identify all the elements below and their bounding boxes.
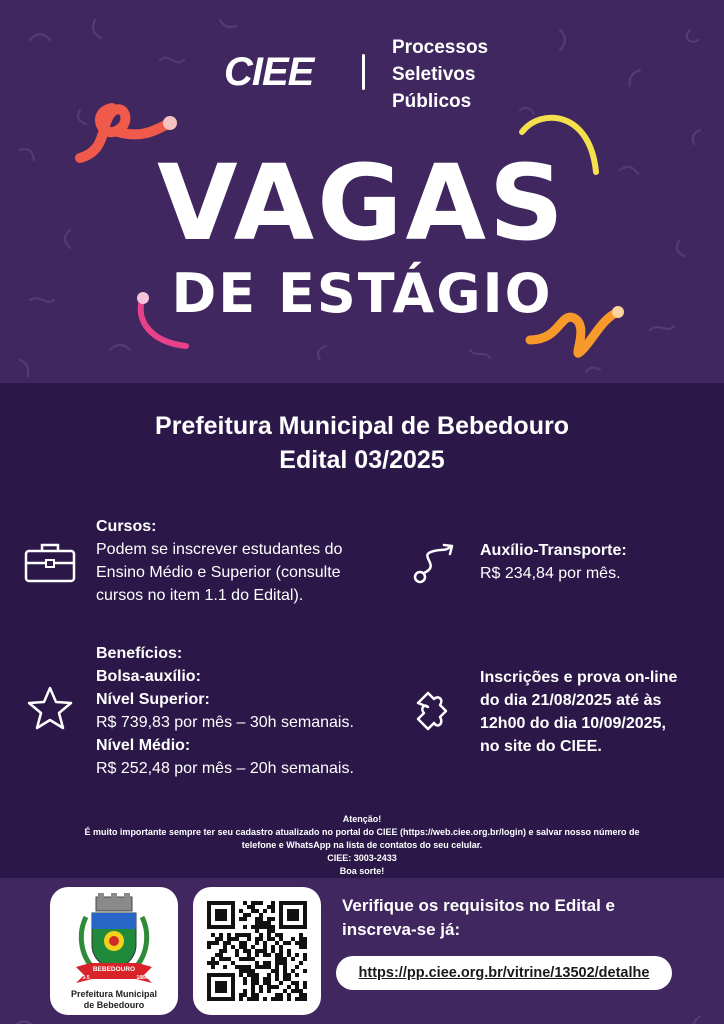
crest-right-text: 1884 [136,975,148,981]
crest-banner-text: BEBEDOURO [92,966,136,973]
transporte-block [480,539,700,585]
logo-row [0,34,724,114]
logo-divider [362,54,365,90]
crest-emblem-icon [72,893,156,987]
cursos-line: cursos no item 1.1 do Edital). [96,587,304,604]
tagline-line: Seletivos [392,64,476,85]
edital-number: Edital 03/2025 [279,446,445,474]
footer [0,878,724,1024]
transporte-value: R$ 234,84 por mês. [480,565,621,582]
qr-code-card[interactable] [193,887,321,1015]
notice-title: Atenção! [342,814,382,824]
headline-vagas: VAGAS [157,142,567,264]
headline-estagio: DE ESTÁGIO [171,262,553,325]
medio-label: Nível Médio: [96,737,191,754]
notice-closing: Boa sorte! [339,866,385,876]
header-banner [0,0,724,383]
cta-line: Verifique os requisitos no Edital e [342,896,616,915]
puzzle-icon [412,687,460,733]
crest-caption [50,989,178,1011]
inscricoes-line: do dia 21/08/2025 até às [480,692,662,709]
cursos-line: Podem se inscrever estudantes do [96,541,343,558]
call-to-action [342,894,615,942]
star-icon [26,685,74,731]
beneficios-label: Benefícios: [96,645,183,662]
logo-tagline [392,34,488,115]
notice-line: telefone e WhatsApp na lista de contatos do seu celular. [241,840,483,850]
notice-phone: CIEE: 3003-2433 [327,853,397,863]
qr-code[interactable] [207,901,307,1001]
inscricoes-block [480,666,700,758]
briefcase-icon [24,541,76,583]
tagline-line: Públicos [392,91,472,112]
notice-line: É muito importante sempre ter seu cadastro atualizado no portal do CIEE (https://web.ciee.org.br/login) e salvar nosso número de [84,827,640,837]
organization-name: Prefeitura Municipal de Bebedouro [155,412,569,440]
inscricoes-line: 12h00 do dia 10/09/2025, [480,715,666,732]
info-section [0,383,724,878]
cursos-line: Ensino Médio e Superior (consulte [96,564,341,581]
tagline-line: Processos [392,37,489,58]
attention-notice [60,813,664,878]
ciee-logo: CIEE [224,50,314,94]
medio-value: R$ 252,48 por mês – 20h semanais. [96,760,354,777]
crest-left-text: 3-5 [82,975,90,981]
cursos-block [96,515,376,607]
cta-line: inscreva-se já: [342,920,461,939]
superior-value: R$ 739,83 por mês – 30h semanais. [96,714,354,731]
crest-caption-line: de Bebedouro [83,1000,145,1010]
crest-caption-line: Prefeitura Municipal [70,989,158,999]
bolsa-label: Bolsa-auxílio: [96,668,201,685]
beneficios-block [96,642,396,780]
inscricoes-line: no site do CIEE. [480,738,602,755]
superior-label: Nível Superior: [96,691,210,708]
organization-title [0,409,724,477]
inscricoes-line: Inscrições e prova on-line [480,669,678,686]
municipality-crest-card [50,887,178,1015]
transporte-label: Auxílio-Transporte: [480,542,627,559]
route-icon [412,541,460,585]
registration-link[interactable]: https://pp.ciee.org.br/vitrine/13502/detalhe [336,956,672,990]
cursos-label: Cursos: [96,518,157,535]
